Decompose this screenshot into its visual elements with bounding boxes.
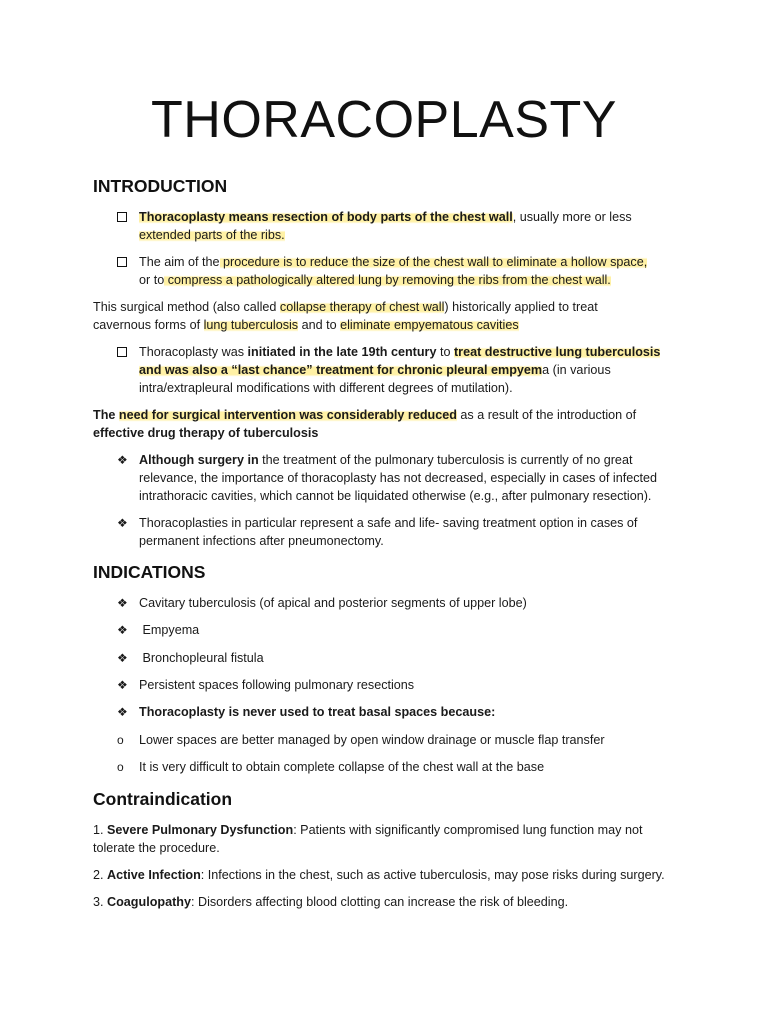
circle-bullet-icon: o — [117, 760, 124, 774]
diamond-bullet-icon: ❖ — [117, 596, 128, 610]
list-item: 2. Active Infection: Infections in the chest, such as active tuberculosis, may pose risks during surgery. — [93, 868, 665, 882]
introduction-heading: INTRODUCTION — [93, 176, 228, 196]
document-page: THORACOPLASTY INTRODUCTION Thoracoplasty means resection of body parts of the chest wall, usually more or less extended parts of the ribs. The aim of the procedure is to reduce the size of the chest wall to eliminate a hollow space, or to compress a pathologically altered lung by removing the ribs from the chest wall. This surgical method (also called collapse therapy of chest wall) historically applied to treat cavernous forms of lung tuberculosis and to eliminate empyematous cavities Thoracoplasty was initiated in the late 19th century to treat destructive lung tuberculosis and was also a “last chance” treatment for chronic pleural empyema (in various intra/extrapleural modifications with different degrees of mutilation). The need for surgical intervention was considerably reduced as a result of the introduction of effective drug therapy of tuberculosis ❖ Although surgery in the treatment of the pulmonary tuberculosis is currently of no great relevance, the importance of thoracoplasty has not decreased, especially in cases of infected intrathoracic cavities, which cannot be liquidated otherwise (e.g., after pulmonary resection). ❖ Thoracoplasties in particular represent a safe and life- saving treatment option in cases of permanent infections after pneumonectomy. INDICATIONS ❖ Cavitary tuberculosis (of apical and posterior segments of upper lobe) ❖ Empyema ❖ Bronchopleural fistula ❖ Persistent spaces following pulmonary resections ❖ Thoracoplasty is never used to treat basal spaces because: o Lower spaces are better managed by open window drainage or muscle flap transfer o It is very difficult to obtain complete collapse of the chest wall at the base Contraindication 1. Severe Pulmonary Dysfunction: Patients with significantly compromised lung function may not tolerate the procedure. 2. Active Infection: Infections in the chest, such as active tuberculosis, may pose risks during surgery. 3. Coagulopathy: Disorders affecting blood clotting can increase the risk of bleeding. — [0, 0, 768, 1024]
list-item: 3. Coagulopathy: Disorders affecting blood clotting can increase the risk of bleeding. — [93, 895, 569, 909]
page-title: THORACOPLASTY — [151, 91, 617, 149]
checkbox-bullet-icon — [117, 253, 133, 272]
list-item: 1. Severe Pulmonary Dysfunction: Patients with significantly compromised lung function may not tolerate the procedure. — [93, 823, 643, 855]
diamond-bullet-icon: ❖ — [117, 705, 128, 719]
diamond-bullet-icon: ❖ — [117, 623, 128, 637]
checkbox-bullet-icon — [117, 343, 133, 362]
contraindication-heading: Contraindication — [93, 789, 233, 809]
paragraph: This surgical method (also called collapse therapy of chest wall) historically applied to treat cavernous forms of lung tuberculosis and to eliminate empyematous cavities — [93, 300, 598, 332]
diamond-bullet-icon: ❖ — [117, 651, 128, 665]
paragraph: The need for surgical intervention was considerably reduced as a result of the introduction of effective drug therapy of tuberculosis — [93, 408, 637, 440]
diamond-bullet-icon: ❖ — [117, 678, 128, 692]
indications-heading: INDICATIONS — [93, 562, 206, 582]
diamond-bullet-icon: ❖ — [117, 516, 128, 530]
diamond-bullet-icon: ❖ — [117, 453, 128, 467]
checkbox-bullet-icon — [117, 208, 133, 227]
circle-bullet-icon: o — [117, 733, 124, 747]
